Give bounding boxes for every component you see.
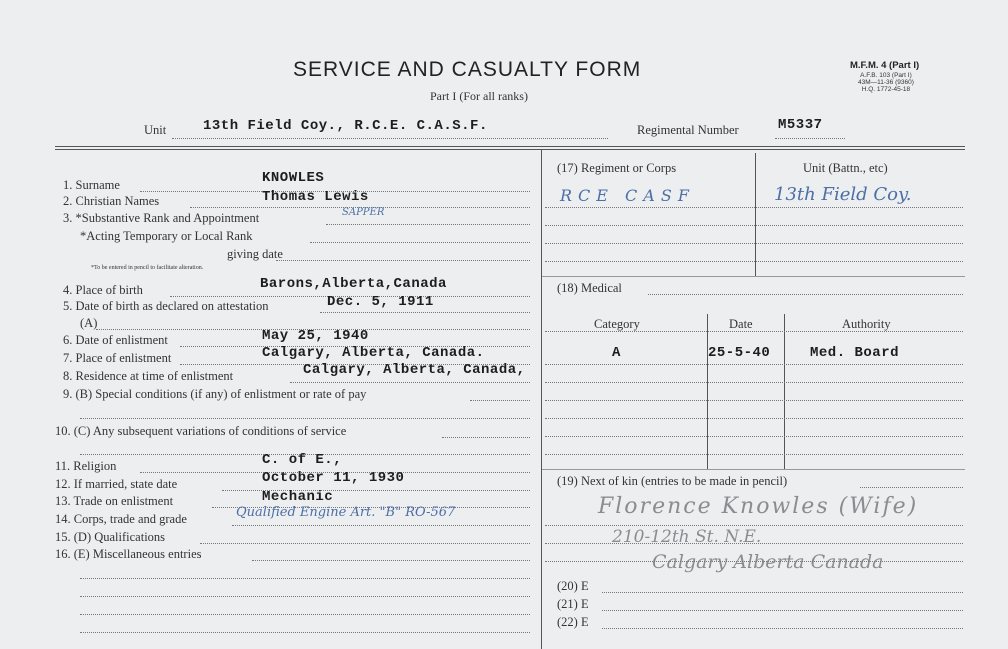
dots-regt-2 (545, 225, 963, 226)
dots-misc-3 (80, 596, 530, 597)
dots-med-1 (545, 364, 963, 365)
dots-med-5 (545, 436, 963, 437)
dots-nok-3 (545, 561, 963, 562)
dots-e20 (602, 592, 963, 593)
dots-nok-1 (545, 525, 963, 526)
header-authority: Authority (842, 317, 891, 331)
label-enlist-place: 7. Place of enlistment (63, 351, 172, 365)
rule-top-1 (55, 146, 965, 147)
label-unit-battn: Unit (Battn., etc) (803, 161, 888, 175)
dots-regt-4 (545, 261, 963, 262)
regt-number-value: M5337 (778, 117, 823, 133)
label-e20: (20) E (557, 579, 589, 593)
dots-nok-2 (545, 543, 963, 544)
value-corps-trade: Qualified Engine Art. "B" RO-567 (236, 505, 456, 520)
value-trade: Mechanic (262, 489, 334, 505)
dots-misc-5 (80, 632, 530, 633)
rule-med-bottom (542, 469, 965, 470)
label-religion: 11. Religion (55, 459, 117, 473)
value-religion: C. of E., (262, 452, 343, 468)
value-enlist-date: May 25, 1940 (262, 328, 369, 344)
dots-qualifications (200, 543, 530, 544)
unit-value: 13th Field Coy., R.C.E. C.A.S.F. (203, 118, 488, 134)
value-nok-name: Florence Knowles (Wife) (598, 494, 919, 519)
form-ref-1: A.F.B. 103 (Part I) (860, 72, 912, 79)
value-married: October 11, 1930 (262, 470, 405, 486)
form-part: Part I (For all ranks) (430, 89, 528, 103)
value-surname: KNOWLES (262, 170, 325, 186)
rule-top-2 (55, 149, 965, 150)
regt-number-dots (775, 138, 845, 139)
dots-nok-0 (860, 487, 963, 488)
value-med-date: 25-5-40 (708, 345, 771, 361)
value-category: A (612, 345, 621, 361)
label-e22: (22) E (557, 615, 589, 629)
rule-regt-bottom (542, 276, 965, 277)
dots-misc-2 (80, 578, 530, 579)
value-enlist-place: Calgary, Alberta, Canada. (262, 345, 485, 361)
unit-label: Unit (144, 123, 167, 137)
dots-regt-1 (545, 207, 963, 208)
label-misc: 16. (E) Miscellaneous entries (55, 547, 202, 561)
dots-med-3 (545, 400, 963, 401)
dots-corps-trade (232, 525, 530, 526)
dots-rank (326, 224, 530, 225)
dots-med-4 (545, 418, 963, 419)
value-regiment: RCE CASF (560, 186, 695, 205)
value-rank: SAPPER (342, 207, 385, 218)
regt-unit-divider (755, 153, 756, 276)
label-enlist-date: 6. Date of enlistment (63, 333, 168, 347)
value-nok-addr2: Calgary Alberta Canada (652, 551, 884, 573)
dots-variations-1 (442, 437, 530, 438)
medical-divider-1 (707, 314, 708, 470)
dots-misc-4 (80, 614, 530, 615)
form-title: SERVICE AND CASUALTY FORM (293, 58, 642, 81)
value-residence: Calgary, Alberta, Canada, (303, 362, 526, 378)
label-surname: 1. Surname (63, 178, 120, 192)
dots-acting-rank (310, 242, 530, 243)
header-date: Date (729, 317, 753, 331)
label-dob: 5. Date of birth as declared on attestation (63, 299, 269, 313)
dots-medical (648, 294, 963, 295)
label-next-of-kin: (19) Next of kin (entries to be made in pencil) (557, 474, 788, 488)
label-rank: 3. *Substantive Rank and Appointment (63, 211, 260, 225)
label-regiment: (17) Regiment or Corps (557, 161, 677, 175)
label-special-conditions: 9. (B) Special conditions (if any) of enlistment or rate of pay (63, 387, 367, 401)
label-variations: 10. (C) Any subsequent variations of conditions of service (55, 424, 347, 438)
value-birthplace: Barons,Alberta,Canada (260, 276, 447, 292)
label-acting-rank: *Acting Temporary or Local Rank (80, 229, 253, 243)
dots-dob (320, 312, 530, 313)
label-giving-date: giving date (227, 247, 283, 261)
label-trade: 13. Trade on enlistment (55, 494, 174, 508)
value-dob: Dec. 5, 1911 (327, 294, 434, 310)
pencil-note: *To be entered in pencil to facilitate alteration. (91, 265, 204, 271)
regt-number-label: Regimental Number (637, 123, 739, 137)
label-residence: 8. Residence at time of enlistment (63, 369, 234, 383)
medical-divider-2 (784, 314, 785, 470)
value-christian-names: Thomas Lewis (262, 189, 369, 205)
label-a: (A) (80, 316, 98, 330)
column-divider (541, 149, 542, 649)
label-qualifications: 15. (D) Qualifications (55, 530, 166, 544)
dots-giving-date (276, 260, 530, 261)
value-authority: Med. Board (810, 345, 900, 361)
dots-med-6 (545, 454, 963, 455)
dots-residence (290, 382, 530, 383)
unit-dots (172, 138, 608, 139)
form-ref-3: H.Q. 1772-45-18 (861, 86, 911, 93)
dots-med-2 (545, 382, 963, 383)
value-nok-addr1: 210-12th St. N.E. (612, 527, 762, 547)
dots-special-1 (470, 400, 530, 401)
label-corps-trade: 14. Corps, trade and grade (55, 512, 187, 526)
form-number: M.F.M. 4 (Part I) (850, 60, 920, 71)
label-christian-names: 2. Christian Names (63, 194, 160, 208)
dots-e21 (602, 610, 963, 611)
header-category: Category (594, 317, 640, 331)
label-e21: (21) E (557, 597, 589, 611)
dots-e22 (602, 628, 963, 629)
value-unit-battn: 13th Field Coy. (774, 184, 912, 205)
form-ref-2: 43M—11-36 (9360) (858, 79, 914, 86)
dots-regt-3 (545, 243, 963, 244)
label-married: 12. If married, state date (55, 477, 178, 491)
dots-misc-1 (252, 560, 530, 561)
label-birthplace: 4. Place of birth (63, 283, 143, 297)
label-medical: (18) Medical (557, 281, 622, 295)
dots-med-head (545, 331, 963, 332)
dots-special-2 (80, 418, 530, 419)
form-refs (858, 72, 914, 93)
